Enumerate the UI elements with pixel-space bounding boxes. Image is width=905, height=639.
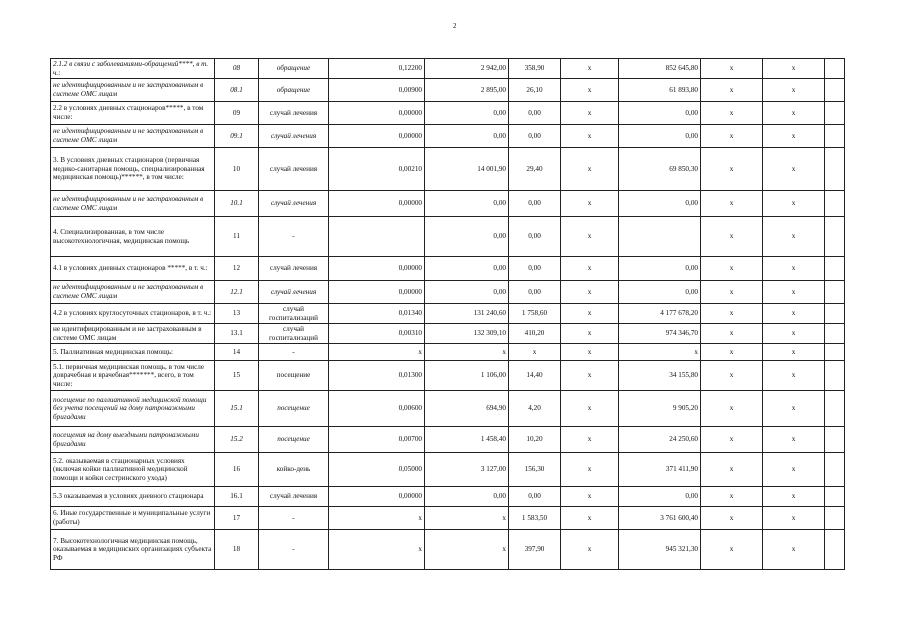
row-total-cost: 0,00 [619,281,701,304]
row-per-capita-budget: x [561,191,619,217]
row-total-budget: x [701,125,763,148]
row-volume-norm: 0,01300 [329,361,425,391]
row-per-capita-budget: x [561,427,619,453]
row-code: 17 [215,507,259,530]
row-unit: случай лечения [259,487,329,507]
row-empty-cell [825,191,845,217]
row-per-capita-budget: x [561,361,619,391]
row-code: 15.1 [215,391,259,427]
row-per-capita: 10,20 [509,427,561,453]
row-volume-norm: 0,00210 [329,148,425,191]
row-cost-norm: x [425,530,509,570]
row-cost-norm: 132 309,10 [425,324,509,344]
row-per-capita-budget: x [561,281,619,304]
row-per-capita: 4,20 [509,391,561,427]
row-per-capita-budget: x [561,217,619,257]
row-total-cost: 852 645,80 [619,59,701,79]
table-row [51,217,845,257]
row-total-cost: 3 761 600,40 [619,507,701,530]
row-cost-norm: 0,00 [425,487,509,507]
row-per-capita-budget: x [561,59,619,79]
row-total-cost: 34 155,80 [619,361,701,391]
row-total-budget: x [701,148,763,191]
row-per-capita-budget: x [561,530,619,570]
table-row [51,148,845,191]
row-code: 13 [215,304,259,324]
row-code: 09 [215,102,259,125]
row-name: 7. Высокотехнологичная медицинская помощь, оказываемая в медицинских организациях субъекта РФ [51,530,215,570]
row-per-capita-budget: x [561,304,619,324]
row-empty-cell [825,344,845,361]
row-unit: случай лечения [259,125,329,148]
row-code: 16 [215,453,259,487]
row-total-budget: x [701,59,763,79]
row-per-capita-budget: x [561,487,619,507]
row-empty-cell [825,304,845,324]
row-name: 5.3 оказываемая в условиях дневного стационара [51,487,215,507]
row-total-cost: 69 850,30 [619,148,701,191]
row-cost-norm: 131 240,60 [425,304,509,324]
row-per-capita-budget: x [561,257,619,281]
row-volume-norm [329,217,425,257]
row-unit: посещение [259,427,329,453]
row-name: 6. Иные государственные и муниципальные услуги (работы) [51,507,215,530]
row-total-cost: 0,00 [619,102,701,125]
row-unit: случай лечения [259,281,329,304]
table-row [51,344,845,361]
row-percent: x [763,257,825,281]
row-name: не идентифицированным и не застрахованным в системе ОМС лицам [51,191,215,217]
row-cost-norm: 2 942,00 [425,59,509,79]
row-percent: x [763,281,825,304]
row-percent: x [763,217,825,257]
table-row [51,453,845,487]
row-unit: обращение [259,59,329,79]
row-total-cost: 371 411,90 [619,453,701,487]
row-total-cost: 61 893,80 [619,79,701,102]
row-name: не идентифицированным и не застрахованным в системе ОМС лицам [51,79,215,102]
row-volume-norm: 0,00310 [329,324,425,344]
table-row [51,487,845,507]
row-cost-norm: 694,90 [425,391,509,427]
row-per-capita-budget: x [561,344,619,361]
table-row [51,304,845,324]
row-name: 5. Паллиативная медицинская помощь: [51,344,215,361]
row-unit: - [259,217,329,257]
row-unit: - [259,530,329,570]
row-per-capita: 14,40 [509,361,561,391]
row-unit: обращение [259,79,329,102]
row-volume-norm: 0,00000 [329,191,425,217]
row-total-budget: x [701,191,763,217]
row-total-budget: x [701,530,763,570]
row-code: 15 [215,361,259,391]
row-percent: x [763,487,825,507]
row-per-capita: 410,20 [509,324,561,344]
row-per-capita-budget: x [561,125,619,148]
row-per-capita: 358,90 [509,59,561,79]
row-percent: x [763,427,825,453]
table-row [51,257,845,281]
row-per-capita: 1 583,50 [509,507,561,530]
row-empty-cell [825,530,845,570]
row-total-cost: x [619,344,701,361]
row-volume-norm: 0,00900 [329,79,425,102]
row-empty-cell [825,453,845,487]
row-volume-norm: 0,00000 [329,257,425,281]
row-total-cost: 945 321,30 [619,530,701,570]
row-code: 08 [215,59,259,79]
row-cost-norm: 0,00 [425,217,509,257]
row-unit: случай лечения [259,102,329,125]
row-total-cost: 4 177 678,20 [619,304,701,324]
row-name: 2.2 в условиях дневных стационаров*****, в том числе: [51,102,215,125]
row-code: 08.1 [215,79,259,102]
row-name: 5.2. оказываемая в стационарных условиях (включая койки паллиативной медицинской помощи и койки сестринского ухода) [51,453,215,487]
row-total-budget: x [701,427,763,453]
row-volume-norm: 0,12200 [329,59,425,79]
row-name: 4.2 в условиях круглосуточных стационаров, в т. ч.: [51,304,215,324]
row-name: 2.1.2 в связи с заболеваниями-обращений****, в т. ч.: [51,59,215,79]
row-code: 10 [215,148,259,191]
table-body [51,59,845,570]
row-total-cost: 9 905,20 [619,391,701,427]
row-empty-cell [825,102,845,125]
row-percent: x [763,125,825,148]
row-per-capita-budget: x [561,79,619,102]
row-cost-norm: 3 127,00 [425,453,509,487]
row-empty-cell [825,324,845,344]
row-cost-norm: 0,00 [425,102,509,125]
row-percent: x [763,79,825,102]
row-total-cost: 0,00 [619,191,701,217]
row-code: 10.1 [215,191,259,217]
row-per-capita: 397,90 [509,530,561,570]
row-percent: x [763,344,825,361]
row-code: 09.1 [215,125,259,148]
row-name: посещение по паллиативной медицинской помощи без учета посещений на дому патронажными бригадами [51,391,215,427]
row-unit: случай госпитализаций [259,304,329,324]
row-total-budget: x [701,344,763,361]
row-cost-norm: 0,00 [425,257,509,281]
row-per-capita: 0,00 [509,125,561,148]
row-empty-cell [825,361,845,391]
row-percent: x [763,102,825,125]
table-row [51,102,845,125]
row-percent: x [763,507,825,530]
row-empty-cell [825,79,845,102]
row-total-cost: 0,00 [619,125,701,148]
row-total-budget: x [701,361,763,391]
row-per-capita: 0,00 [509,102,561,125]
row-unit: случай лечения [259,191,329,217]
row-per-capita-budget: x [561,453,619,487]
row-total-budget: x [701,281,763,304]
table-row [51,427,845,453]
row-empty-cell [825,391,845,427]
row-name: 5.1. первичная медицинская помощь, в том числе доврачебная и врачебная*******, всего, в том числе: [51,361,215,391]
row-name: не идентифицированным и не застрахованным в системе ОМС лицам [51,324,215,344]
row-percent: x [763,304,825,324]
row-empty-cell [825,257,845,281]
row-name: посещения на дому выездными патронажными бригадами [51,427,215,453]
row-percent: x [763,324,825,344]
row-code: 14 [215,344,259,361]
table-row [51,530,845,570]
row-unit: посещение [259,391,329,427]
table-row [51,361,845,391]
row-per-capita: 156,30 [509,453,561,487]
row-percent: x [763,59,825,79]
row-unit: - [259,507,329,530]
table-row [51,125,845,148]
row-empty-cell [825,59,845,79]
row-cost-norm: x [425,344,509,361]
row-volume-norm: 0,00700 [329,427,425,453]
row-volume-norm: x [329,344,425,361]
row-volume-norm: 0,00000 [329,487,425,507]
row-total-cost [619,217,701,257]
table-row [51,191,845,217]
row-empty-cell [825,125,845,148]
row-total-budget: x [701,257,763,281]
table-row [51,507,845,530]
row-unit: случай лечения [259,148,329,191]
table-row [51,324,845,344]
table-row [51,79,845,102]
table-row [51,59,845,79]
row-per-capita: 1 758,60 [509,304,561,324]
row-total-budget: x [701,391,763,427]
row-total-budget: x [701,324,763,344]
row-cost-norm: 2 895,00 [425,79,509,102]
row-total-budget: x [701,507,763,530]
row-code: 18 [215,530,259,570]
row-volume-norm: 0,01340 [329,304,425,324]
row-percent: x [763,148,825,191]
row-code: 12.1 [215,281,259,304]
row-empty-cell [825,487,845,507]
data-table [50,58,845,570]
row-total-budget: x [701,453,763,487]
row-per-capita-budget: x [561,507,619,530]
row-total-budget: x [701,217,763,257]
row-empty-cell [825,427,845,453]
row-total-cost: 974 346,70 [619,324,701,344]
row-per-capita: 0,00 [509,191,561,217]
table-row [51,281,845,304]
row-per-capita-budget: x [561,102,619,125]
row-empty-cell [825,148,845,191]
row-per-capita-budget: x [561,148,619,191]
row-per-capita: x [509,344,561,361]
row-volume-norm: 0,00000 [329,281,425,304]
row-empty-cell [825,507,845,530]
row-per-capita: 29,40 [509,148,561,191]
row-percent: x [763,530,825,570]
row-name: не идентифицированным и не застрахованным в системе ОМС лицам [51,125,215,148]
row-volume-norm: 0,00000 [329,102,425,125]
row-percent: x [763,453,825,487]
row-cost-norm: 0,00 [425,125,509,148]
row-volume-norm: x [329,507,425,530]
row-cost-norm: 1 106,00 [425,361,509,391]
row-per-capita: 0,00 [509,257,561,281]
row-total-budget: x [701,79,763,102]
row-cost-norm: 0,00 [425,191,509,217]
row-volume-norm: x [329,530,425,570]
row-name: 4.1 в условиях дневных стационаров *****, в т. ч.: [51,257,215,281]
row-total-budget: x [701,487,763,507]
row-total-budget: x [701,102,763,125]
row-code: 16.1 [215,487,259,507]
row-cost-norm: 14 001,90 [425,148,509,191]
row-cost-norm: 1 458,40 [425,427,509,453]
row-volume-norm: 0,00600 [329,391,425,427]
row-per-capita: 0,00 [509,281,561,304]
row-unit: посещение [259,361,329,391]
row-unit: случай лечения [259,257,329,281]
row-code: 12 [215,257,259,281]
row-per-capita-budget: x [561,391,619,427]
row-unit: - [259,344,329,361]
row-name: 4. Специализированная, в том числе высокотехнологичная, медицинская помощь [51,217,215,257]
row-per-capita: 0,00 [509,217,561,257]
row-empty-cell [825,217,845,257]
row-total-budget: x [701,304,763,324]
row-total-cost: 0,00 [619,257,701,281]
row-unit: койко-день [259,453,329,487]
table-row [51,391,845,427]
row-name: 3. В условиях дневных стационаров (первичная медико-санитарная помощь, специализированная медицинская помощь)******, в том числе: [51,148,215,191]
row-per-capita-budget: x [561,324,619,344]
row-cost-norm: 0,00 [425,281,509,304]
row-percent: x [763,391,825,427]
row-empty-cell [825,281,845,304]
row-cost-norm: x [425,507,509,530]
row-name: не идентифицированным и не застрахованным в системе ОМС лицам [51,281,215,304]
row-total-cost: 0,00 [619,487,701,507]
row-code: 13.1 [215,324,259,344]
row-percent: x [763,191,825,217]
row-unit: случай госпитализаций [259,324,329,344]
row-volume-norm: 0,05000 [329,453,425,487]
row-code: 11 [215,217,259,257]
row-per-capita: 26,10 [509,79,561,102]
row-total-cost: 24 250,60 [619,427,701,453]
row-percent: x [763,361,825,391]
row-code: 15.2 [215,427,259,453]
row-volume-norm: 0,00000 [329,125,425,148]
page-number: 2 [453,22,457,30]
row-per-capita: 0,00 [509,487,561,507]
